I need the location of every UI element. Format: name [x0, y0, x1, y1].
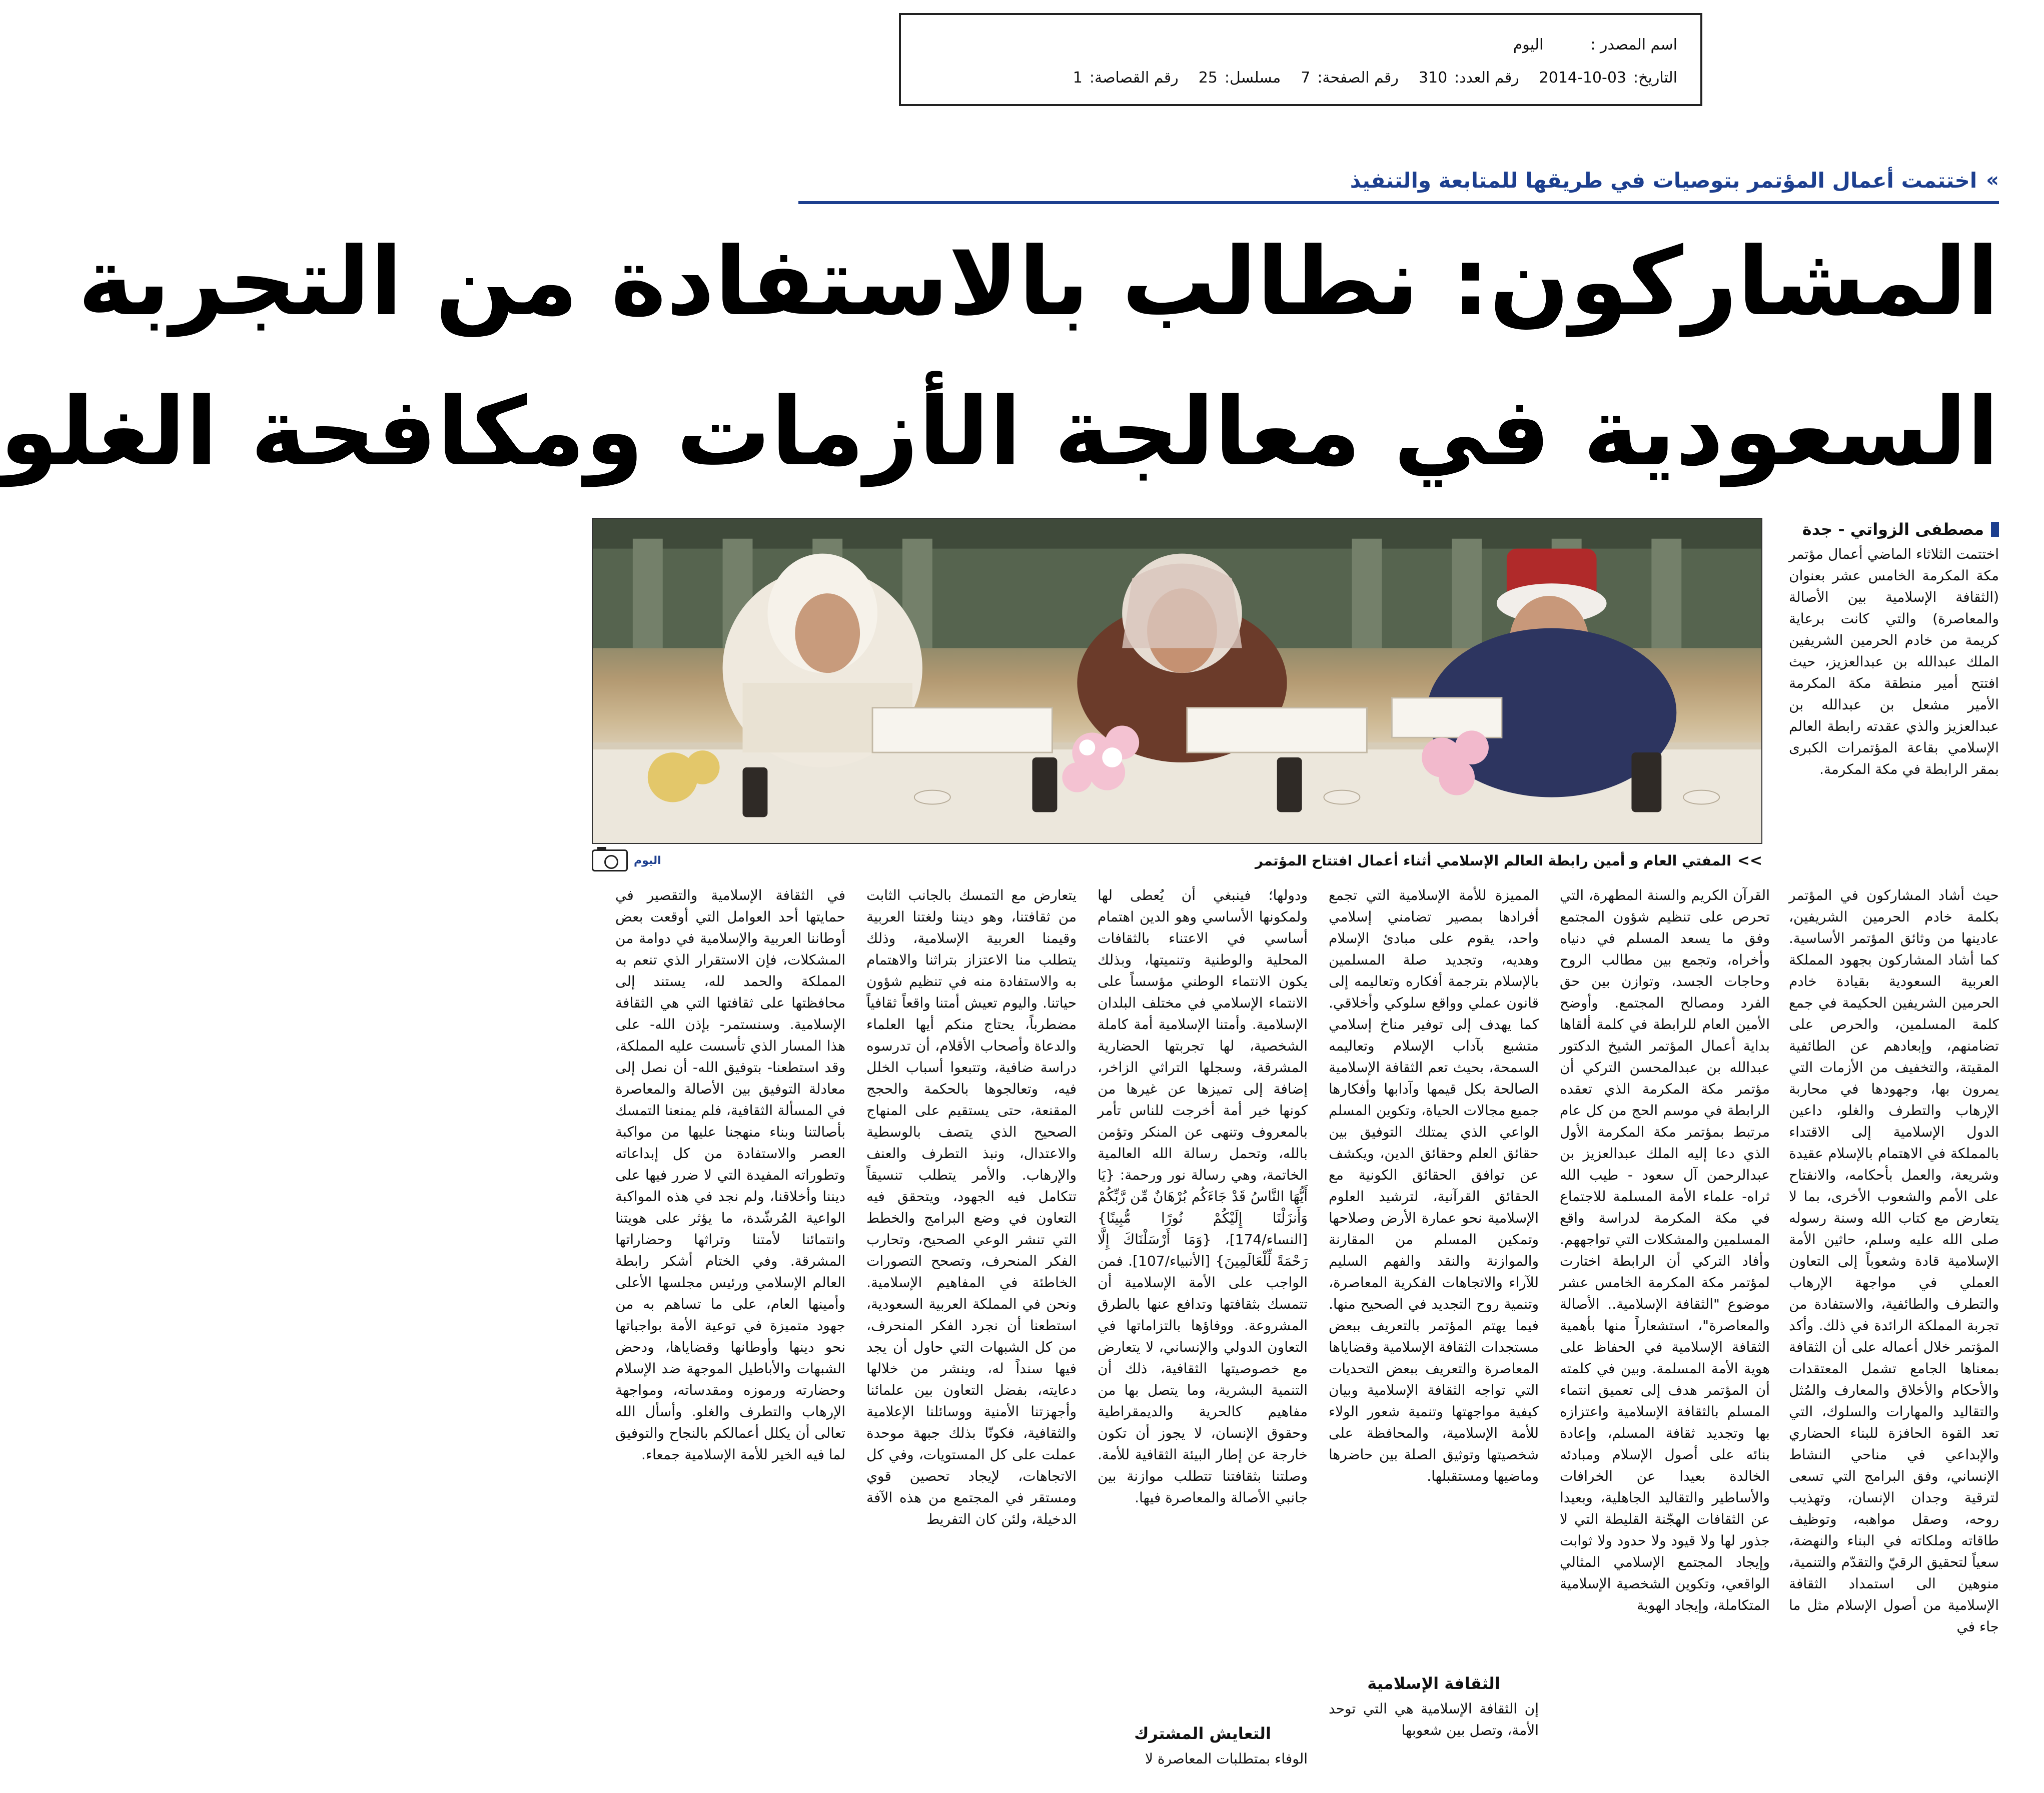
source-value: اليوم	[1513, 36, 1544, 54]
photo-credit	[592, 849, 661, 871]
source-label: اسم المصدر :	[1590, 36, 1677, 54]
byline-text: مصطفى الزواتي - جدة	[1802, 520, 1984, 539]
column-5-text: ودولها؛ فينبغي أن يُعطى لها ولمكونها الأساسي وهو الدين اهتمام أساسي في الاعتناء بالثقافات المحلية والوطنية وتنميتها، وبذلك يكون الانتماء الوطني مؤسساً على الانتماء الإسلامي في مختلف البلدان الإسلامية. وأمتنا الإسلامية أمة كاملة الشخصية، لها تجربتها الحضارية المشرقة، وسجلها التراثي الزاخر، إضافة إلى تميزها عن غيرها من كونها خير أمة أخرجت للناس تأمر بالمعروف وتنهى عن المنكر وتؤمن بالله، وتحمل رسالة الله العالمية الخاتمة، وهي رسالة نور ورحمة: {يَا أَيُّهَا النَّاسُ قَدْ جَاءَكُم بُرْهَانٌ مِّن رَّبِّكُمْ وَأَنزَلْنَا إِلَيْكُمْ نُورًا مُّبِينًا} [النساء/174]، {وَمَا أَرْسَلْنَاكَ إِلَّا رَحْمَةً لِّلْعَالَمِينَ} [الأنبياء/107]. فمن الواجب على الأمة الإسلامية أن تتمسك بثقافتها وتدافع عنها بالطرق المشروعة. ووفاؤها بالتزاماتها في التعاون الدولي والإنساني، لا يتعارض مع خصوصيتها الثقافية، ذلك أن التنمية البشرية، وما يتصل بها من مفاهيم كالحرية والديمقراطية وحقوق الإنسان، لا يجوز أن تكون خارجة عن إطار البيئة الثقافية للأمة. وصلتنا بثقافتنا تتطلب موازنة بين جانبي الأصالة والمعاصرة فيها.	[1098, 887, 1308, 1506]
caption-chevron-icon: >>	[1737, 851, 1762, 869]
camera-icon	[592, 849, 628, 871]
article-kicker	[798, 159, 1999, 204]
column-4-text: المميزة للأمة الإسلامية التي تجمع أفرادها بمصير تضامني إسلامي واحد، يقوم على مبادئ الإسلام وهديه، وتجديد صلة المسلمين بالإسلام بترجمة أفكاره وتعاليمه إلى قانون عملي وواقع سلوكي وأخلاقي. كما يهدف إلى توفير مناخ إسلامي متشبع بآداب الإسلام وتعاليمه السمحة، بحيث تعم الثقافة الإسلامية الصالحة بكل قيمها وآدابها وأفكارها جميع مجالات الحياة، وتكوين المسلم الواعي الذي يمتلك التوفيق بين حقائق العلم وحقائق الدين، ويكشف عن توافق الحقائق الكونية مع الحقائق القرآنية، لترشيد العلوم الإسلامية نحو عمارة الأرض وصلاحها وتمكين المسلم من المقارنة والموازنة والنقد والفهم السليم للآراء والاتجاهات الفكرية المعاصرة، وتنمية روح التجديد في الصحيح منها. فيما يهتم المؤتمر بالتعريف ببعض مستجدات الثقافة الإسلامية وقضاياها المعاصرة والتعريف ببعض التحديات التي تواجه الثقافة الإسلامية وبيان كيفية مواجهتها وتنمية شعور الولاء للأمة الإسلامية، والمحافظة على شخصيتها وتوثيق الصلة بين حاضرها وماضيها ومستقبلها.	[1329, 887, 1539, 1484]
column-3-text: القرآن الكريم والسنة المطهرة، التي تحرص على تنظيم شؤون المجتمع وفق ما يسعد المسلم في دنياه وأخراه، وتجمع بين مطالب الروح وحاجات الجسد، وتوازن بين حق الفرد ومصالح المجتمع. وأوضح الأمين العام للرابطة في كلمة ألقاها بداية أعمال المؤتمر الشيخ الدكتور عبدالله بن عبدالمحسن التركي أن مؤتمر مكة المكرمة الذي تعقده الرابطة في موسم الحج من كل عام مرتبط بمؤتمر مكة المكرمة الأول الذي دعا إليه الملك عبدالعزيز بن عبدالرحمن آل سعود - طيب الله ثراه- علماء الأمة المسلمة للاجتماع في مكة المكرمة لدراسة واقع المسلمين والمشكلات التي تواجههم. وأفاد التركي أن الرابطة اختارت لمؤتمر مكة المكرمة الخامس عشر موضوع "الثقافة الإسلامية.. الأصالة والمعاصرة"، استشعاراً منها بأهمية الثقافة الإسلامية في الحفاظ على هوية الأمة المسلمة. وبين في كلمته أن المؤتمر هدف إلى تعميق انتماء المسلم بالثقافة الإسلامية واعتزازه بها وتجديد ثقافة المسلم، وإعادة بنائه على أصول الإسلام ومبادئه الخالدة بعيدا عن الخرافات والأساطير والتقاليد الجاهلية، وبعيدا عن الثقافات الهجّنة القليطة التي لا جذور لها ولا قيود ولا حدود ولا ثوابت وإيجاد المجتمع الإسلامي المثالي الواقعي، وتكوين الشخصية الإسلامية المتكاملة، وإيجاد الهوية	[1560, 887, 1770, 1613]
column-4-tail-text: إن الثقافة الإسلامية هي التي توحد الأمة، وتصل بين شعوبها	[1329, 1700, 1539, 1738]
photo-caption-row	[592, 845, 1762, 875]
byline-bookmark-icon	[1991, 522, 1999, 537]
issue-value: 310	[1418, 69, 1448, 87]
date-value: 2014-10-03	[1539, 69, 1627, 87]
page-value: 7	[1301, 69, 1311, 87]
column-7-text: في الثقافة الإسلامية والتقصير في حمايتها أحد العوامل التي أوقعت بعض أوطاننا العربية والإسلامية في دوامة من المشكلات، فإن الاستقرار الذي تنعم به المملكة والحمد لله، يستند إلى محافظتها على ثقافتها التي هي الثقافة الإسلامية. وسنستمر- بإذن الله- على هذا المسار الذي تأسست عليه المملكة، وقد استطعنا- بتوفيق الله- أن نصل إلى معادلة التوفيق بين الأصالة والمعاصرة في المسألة الثقافية، فلم يمنعنا التمسك بأصالتنا وبناء منهجنا عليها من مواكبة العصر والاستفادة من كل إبداعاته وتطوراته المفيدة التي لا ضرر فيها على ديننا وأخلاقنا، ولم نجد في هذه المواكبة الواعية المُرشّدة، ما يؤثر على هويتنا وانتمائنا لأمتنا وتراثها وحضاراتها المشرقة. وفي الختام أشكر رابطة العالم الإسلامي ورئيس مجلسها الأعلى وأمينها العام، على ما تساهم به من جهود متميزة في توعية الأمة بواجباتها نحو دينها وأوطانها وقضاياها، ودحض الشبهات والأباطيل الموجهة ضد الإسلام وحضارته ورموزه ومقدساته، ومواجهة الإرهاب والتطرف والغلو. وأسأل الله تعالى أن يكلل أعمالكم بالنجاح والتوفيق لما فيه الخير للأمة الإسلامية جمعاء.	[615, 887, 845, 1463]
column-5-tail-text: الوفاء بمتطلبات المعاصرة لا	[1145, 1750, 1308, 1767]
article-photo	[592, 518, 1762, 844]
metadata-row-source	[924, 28, 1677, 61]
subhead-islamic-culture: الثقافة الإسلامية	[1367, 1674, 1500, 1693]
photo-credit-text: اليوم	[634, 854, 661, 867]
kicker-arrows-icon: »	[1986, 169, 1999, 192]
article-column-3	[1560, 884, 1770, 1780]
serial-value: 25	[1198, 69, 1218, 87]
kicker-text: اختتمت أعمال المؤتمر بتوصيات في طريقها للمتابعة والتنفيذ	[1350, 168, 1977, 193]
article-column-4	[1329, 884, 1539, 1780]
headline-line-2: السعودية في معالجة الأزمات ومكافحة الغلو	[0, 377, 1999, 487]
metadata-row-details	[924, 61, 1677, 94]
serial-label: مسلسل:	[1224, 69, 1281, 87]
issue-label: رقم العدد:	[1454, 69, 1519, 87]
article-column-6	[866, 884, 1077, 1780]
article-column-7	[615, 884, 845, 1780]
photo-caption-text: المفتي العام و أمين رابطة العالم الإسلامي أثناء أعمال افتتاح المؤتمر	[1255, 852, 1731, 869]
clip-value: 1	[1073, 69, 1083, 87]
page-label: رقم الصفحة:	[1317, 69, 1399, 87]
column-2-text: حيث أشاد المشاركون في المؤتمر بكلمة خادم الحرمين الشريفين، عادينها من وثائق المؤتمر الأساسية. كما أشاد المشاركون بجهود المملكة العربية السعودية بقيادة خادم الحرمين الشريفين الحكيمة في جمع كلمة المسلمين، والحرص على تضامنهم، وإبعادهم عن الطائفية المقيتة، والتخفيف من الأزمات التي يمرون بها، وجهودها في محاربة الإرهاب والتطرف والغلو، داعين الدول الإسلامية إلى الاقتداء بالمملكة في الاهتمام بالإسلام عقيدة وشريعة، والعمل بأحكامه، والانفتاح على الأمم والشعوب الأخرى، بما لا يتعارض مع كتاب الله وسنة رسوله صلى الله عليه وسلم، حاثين الأمة الإسلامية قادة وشعوباً إلى التعاون العملي في مواجهة الإرهاب والتطرف والطائفية، والاستفادة من تجربة المملكة الرائدة في ذلك. وأكد المؤتمر خلال أعماله على أن الثقافة بمعناها الجامع تشمل المعتقدات والأحكام والأخلاق والمعارف والمُثل والتقاليد والمهارات والسلوك، التي تعد القوة الحافزة للبناء الحضاري والإبداعي في مناحي النشاط الإنساني، وفق البرامج التي تسعى لترقية وجدان الإنسان، وتهذيب روحه، وصقل مواهبه، وتوظيف طاقاته وملكاته في البناء والنهضة، سعياً لتحقيق الرقيّ والتقدّم والتنمية، منوهين الى استمداد الثقافة الإسلامية من أصول الإسلام مثل ما جاء في	[1789, 887, 1999, 1635]
byline	[1789, 515, 1999, 543]
photo-caption	[1255, 852, 1762, 869]
article-column-2	[1789, 884, 1999, 1780]
date-label: التاريخ:	[1633, 69, 1677, 87]
headline-line-1: المشاركون: نطالب بالاستفادة من التجربة	[78, 227, 1999, 337]
conference-photo-illustration	[593, 519, 1761, 843]
column-1-text: اختتمت الثلاثاء الماضي أعمال مؤتمر مكة المكرمة الخامس عشر بعنوان (الثقافة الإسلامية بين الأصالة والمعاصرة) والتي كانت برعاية كريمة من خادم الحرمين الشريفين الملك عبدالله بن عبدالعزيز، حيث افتتح أمير منطقة مكة المكرمة الأمير مشعل بن عبدالله بن عبدالعزيز والذي عقدته رابطة العالم الإسلامي بقاعة المؤتمرات الكبرى بمقر الرابطة في مكة المكرمة.	[1789, 546, 1999, 777]
clip-label: رقم القصاصة:	[1089, 69, 1179, 87]
article-column-1	[1789, 515, 1999, 863]
column-6-text: يتعارض مع التمسك بالجانب الثابت من ثقافتنا، وهو ديننا ولغتنا العربية وقيمنا العربية الإسلامية، وذلك يتطلب منا الاعتزاز بتراثنا والاهتمام به والاستفادة منه في تنظيم شؤون حياتنا. واليوم تعيش أمتنا واقعاً ثقافياً مضطرباً، يحتاج منكم أيها العلماء والدعاة وأصحاب الأقلام، أن تدرسوه دراسة ضافية، وتتبعوا أسباب الخلل فيه، وتعالجوها بالحكمة والحجج المقنعة، حتى يستقيم على المنهاج الصحيح الذي يتصف بالوسطية والاعتدال، ونبذ التطرف والعنف والإرهاب. والأمر يتطلب تنسيقاً تتكامل فيه الجهود، ويتحقق فيه التعاون في وضع البرامج والخطط التي تنشر الوعي الصحيح، وتحارب الفكر المنحرف، وتصحح التصورات الخاطئة في المفاهيم الإسلامية. ونحن في المملكة العربية السعودية، استطعنا أن نجرد الفكر المنحرف، من كل الشبهات التي حاول أن يجد فيها سنداً له، وينشر من خلالها دعايته، بفضل التعاون بين علمائنا وأجهزتنا الأمنية ووسائلنا الإعلامية والثقافية، فكونّا بذلك جبهة موحدة عملت على كل المستويات، وفي كل الاتجاهات، لإيجاد تحصين قوي ومستقر في المجتمع من هذه الآفة الدخيلة، ولئن كان التفريط	[866, 887, 1077, 1527]
article-column-5	[1098, 884, 1308, 1780]
clipping-metadata-box	[899, 13, 1702, 106]
subhead-coexistence: التعايش المشترك	[1134, 1724, 1271, 1743]
